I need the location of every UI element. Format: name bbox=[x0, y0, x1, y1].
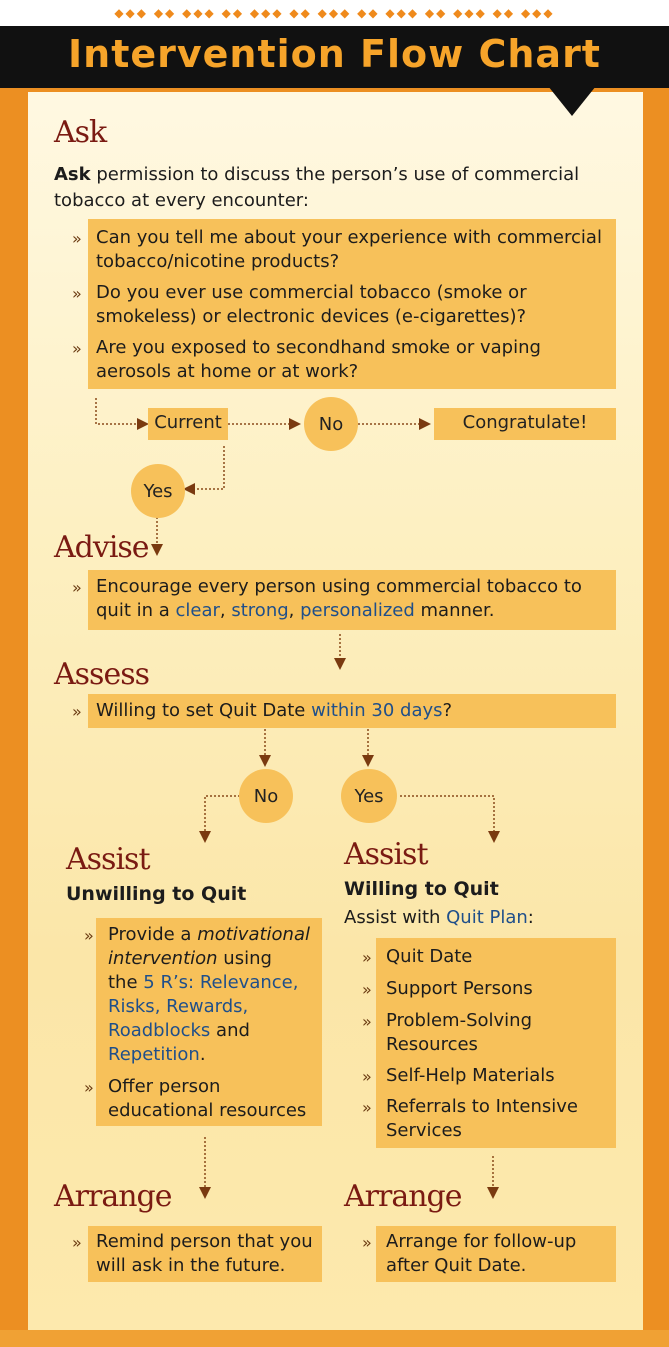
assess-heading: Assess bbox=[54, 657, 150, 692]
advise-text: Encourage every person using commercial tobacco to quit in a clear, strong, personalized manner. bbox=[96, 576, 582, 621]
bullet: » bbox=[362, 1098, 372, 1117]
question-1: Can you tell me about your experience with commercial tobacco/nicotine products? bbox=[96, 227, 602, 272]
bullet: » bbox=[362, 1233, 372, 1252]
current-node: Current bbox=[148, 408, 228, 440]
bullet: » bbox=[362, 980, 372, 999]
no-node-assess: No bbox=[239, 769, 293, 823]
plan-item-self-help: Self-Help Materials bbox=[386, 1065, 555, 1086]
top-decoration-strip: ◆◆◆ ◆◆ ◆◆◆ ◆◆ ◆◆◆ ◆◆ ◆◆◆ ◆◆ ◆◆◆ ◆◆ ◆◆◆ ◆◆ ◆◆◆ bbox=[0, 0, 669, 26]
unwilling-subheading: Unwilling to Quit bbox=[66, 883, 247, 905]
yes-node-ask: Yes bbox=[131, 464, 185, 518]
bullet: » bbox=[362, 1012, 372, 1031]
educational-item: Offer person educational resources bbox=[108, 1076, 307, 1121]
arrow-ask-to-current bbox=[96, 398, 146, 424]
arrange-right-text: Arrange for follow-up after Quit Date. bbox=[386, 1231, 577, 1276]
assist-right-heading: Assist bbox=[344, 837, 428, 872]
plan-item-referrals: Referrals to Intensive Services bbox=[386, 1096, 578, 1141]
plan-item-support: Support Persons bbox=[386, 978, 533, 999]
page-title: Intervention Flow Chart bbox=[68, 32, 601, 76]
motivational-item: Provide a motivational intervention using the 5 R’s: Relevance, Risks, Rewards, Roadblocks and Repetition. bbox=[108, 924, 310, 1065]
advise-heading: Advise bbox=[54, 530, 149, 565]
arrange-right-heading: Arrange bbox=[344, 1179, 462, 1214]
bullet: » bbox=[362, 1067, 372, 1086]
bullet: » bbox=[362, 948, 372, 967]
bullet: » bbox=[84, 926, 94, 945]
bullet: » bbox=[72, 1233, 82, 1252]
arrange-left-heading: Arrange bbox=[54, 1179, 172, 1214]
arrange-left-text: Remind person that you will ask in the future. bbox=[96, 1231, 313, 1276]
ask-intro-line2: tobacco at every encounter: bbox=[54, 190, 309, 211]
assess-question: Willing to set Quit Date within 30 days? bbox=[96, 700, 453, 721]
question-3: Are you exposed to secondhand smoke or vaping aerosols at home or at work? bbox=[96, 337, 541, 382]
bullet: » bbox=[72, 339, 82, 358]
bullet: » bbox=[72, 578, 82, 597]
yes-node-assess: Yes bbox=[341, 769, 397, 823]
arrow-yes-to-assist-right bbox=[400, 796, 494, 840]
bullet: » bbox=[72, 702, 82, 721]
question-2: Do you ever use commercial tobacco (smoke or smokeless) or electronic devices (e-cigarettes)? bbox=[96, 282, 527, 327]
bullet: » bbox=[72, 229, 82, 248]
ask-heading: Ask bbox=[54, 115, 107, 150]
ask-intro-line1: Ask permission to discuss the person’s use of commercial bbox=[54, 164, 580, 185]
plan-item-quit-date: Quit Date bbox=[386, 946, 473, 967]
arrow-current-to-yes bbox=[186, 446, 224, 489]
bullet: » bbox=[72, 284, 82, 303]
bullet: » bbox=[84, 1078, 94, 1097]
willing-subheading: Willing to Quit bbox=[344, 878, 499, 900]
congratulate-node: Congratulate! bbox=[434, 408, 616, 440]
no-node-ask: No bbox=[304, 397, 358, 451]
assist-left-heading: Assist bbox=[66, 842, 150, 877]
arrow-no-to-assist-left bbox=[205, 796, 240, 840]
quit-plan-intro: Assist with Quit Plan: bbox=[344, 907, 534, 928]
plan-item-problem-solving: Problem-Solving Resources bbox=[386, 1010, 533, 1055]
